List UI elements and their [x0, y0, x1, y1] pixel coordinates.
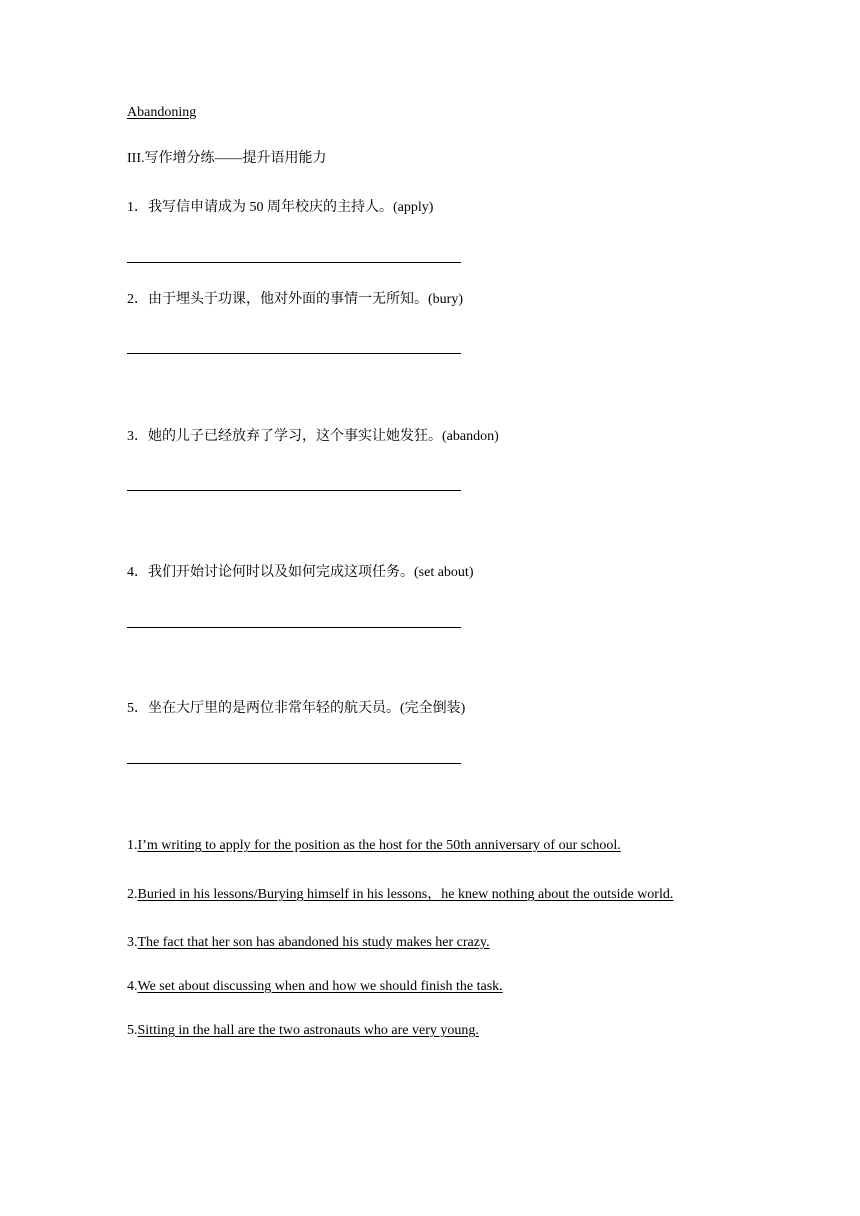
question-1 [127, 199, 433, 217]
question-text: 她的儿子已经放弃了学习，这个事实让她发狂。(abandon) [148, 429, 499, 444]
answer-text: Buried in his lessons/Burying himself in his lessons，he knew nothing about the outside world. [137, 887, 674, 902]
answer-number: 5. [127, 1023, 138, 1038]
answer-text: We set about discussing when and how we should finish the task. [137, 979, 503, 994]
answer-5 [127, 1022, 479, 1040]
question-3 [127, 428, 499, 446]
question-4 [127, 564, 473, 582]
answer-text: I’m writing to apply for the position as the host for the 50th anniversary of our school. [137, 838, 621, 853]
question-number: 5． [127, 701, 148, 716]
question-number: 2． [127, 292, 148, 307]
question-text: 由于埋头于功课，他对外面的事情一无所知。(bury) [148, 292, 463, 307]
answer-text: Sitting in the hall are the two astronauts who are very young. [137, 1023, 479, 1038]
answer-3 [127, 934, 490, 952]
answer-blank-1 [127, 262, 461, 263]
answer-blank-5 [127, 763, 461, 764]
answer-1 [127, 837, 621, 855]
answer-4 [127, 978, 503, 996]
answer-2 [127, 886, 673, 904]
answer-number: 1. [127, 838, 138, 853]
question-text: 我写信申请成为 50 周年校庆的主持人。(apply) [148, 200, 434, 215]
answer-number: 2. [127, 887, 138, 902]
answer-text: The fact that her son has abandoned his study makes her crazy. [137, 935, 490, 950]
answer-blank-4 [127, 627, 461, 628]
question-2 [127, 291, 463, 309]
question-text: 我们开始讨论何时以及如何完成这项任务。(set about) [148, 565, 474, 580]
answer-number: 3. [127, 935, 138, 950]
answer-blank-2 [127, 353, 461, 354]
answer-number: 4. [127, 979, 138, 994]
question-text: 坐在大厅里的是两位非常年轻的航天员。(完全倒装) [148, 701, 466, 716]
section-title: III.写作增分练——提升语用能力 [127, 151, 327, 166]
answer-blank-3 [127, 490, 461, 491]
question-5 [127, 700, 465, 718]
question-number: 3． [127, 429, 148, 444]
question-number: 1． [127, 200, 148, 215]
question-number: 4． [127, 565, 148, 580]
header-word: Abandoning [127, 105, 197, 120]
